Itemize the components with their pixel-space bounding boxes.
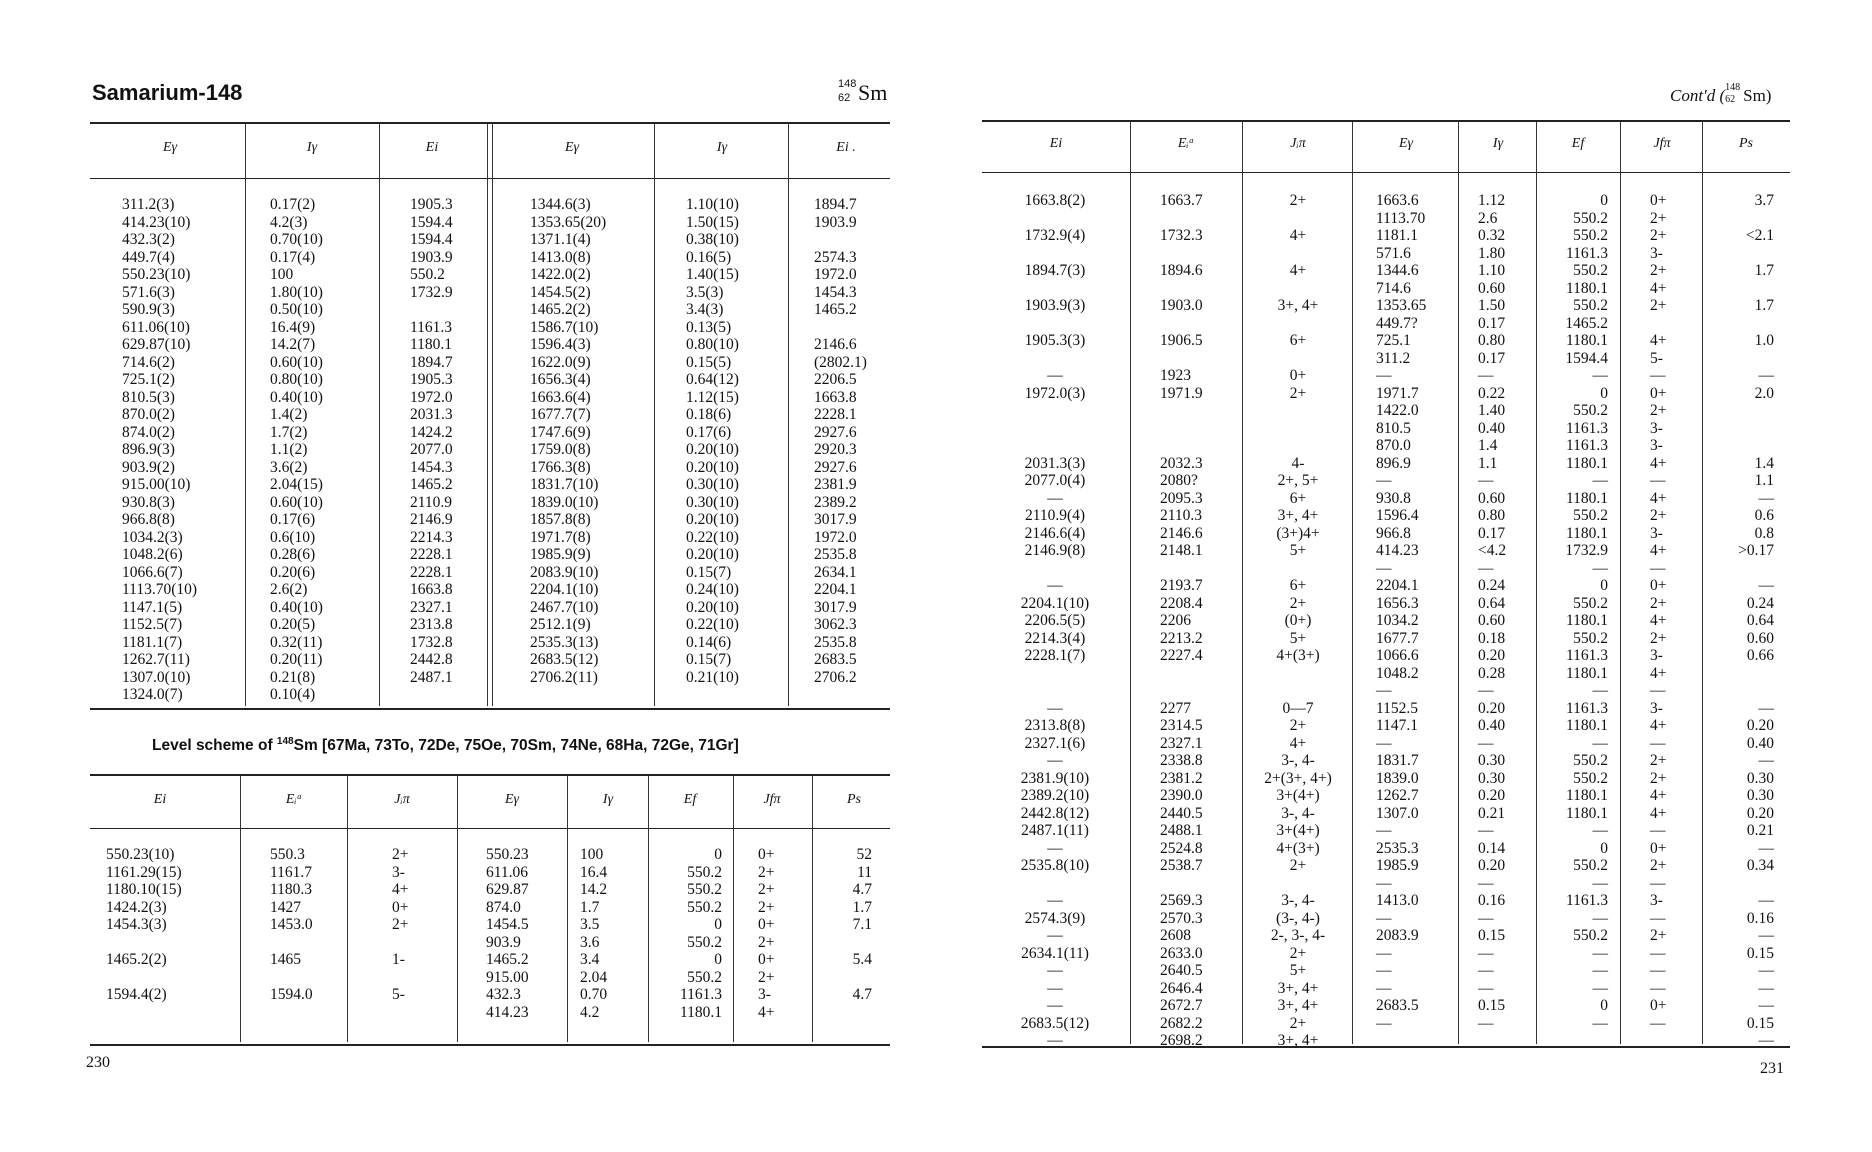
table-rule-bottom — [90, 1044, 890, 1046]
column-divider — [788, 124, 789, 706]
level-spin-column: 2+ 4+ 4+ 3+, 4+ 6+ 0+ 2+ 4- 2+, 5+ 6+ 3+, 4+ (3+)4+ 5+ 6+ 2+ (0+) 5+ 4+(3+) 0—7 2+ 4+ 3-, 4- 2+(3+, 4+) 3+(4+) 3-, 4- 3+(4+) 4+(3+) 2+ 3-, 4- (3-, 4-) 2-, 3-, 4- 2+ 5+ 3+, 4+ 3+, 4+ 2+ 3+, 4+ — [1264, 192, 1332, 1049]
level-scheme-caption — [152, 736, 739, 755]
gamma-intensity-column: 1.12 2.6 0.32 1.80 1.10 0.60 1.50 0.17 0.80 0.17 — 0.22 1.40 0.40 1.4 1.1 — 0.60 0.80 0.17 <4.2 — 0.24 0.64 0.60 0.18 0.20 0.28 — 0.20 0.40 — 0.30 0.30 0.20 0.21 — 0.14 0.20 — 0.16 — 0.15 — — — 0.15 — — [1478, 192, 1507, 1032]
column-divider — [1702, 122, 1703, 1044]
initial-level-column: 1905.3 1594.4 1594.4 1903.9 550.2 1732.9 1161.3 1180.1 1894.7 1905.3 1972.0 2031.3 1424.2 2077.0 1454.3 1465.2 2110.9 2146.9 2214.3 2228.1 2228.1 1663.8 2327.1 2313.8 1732.8 2442.8 2487.1 — [410, 196, 453, 686]
column-header: Eγ — [1398, 136, 1414, 151]
gamma-energy-column: 1344.6(3) 1353.65(20) 1371.1(4) 1413.0(8) 1422.0(2) 1454.5(2) 1465.2(2) 1586.7(10) 1596.4(3) 1622.0(9) 1656.3(4) 1663.6(4) 1677.7(7) 1747.6(9) 1759.0(8) 1766.3(8) 1831.7(10) 1839.0(10) 1857.8(8) 1971.7(8) 1985.9(9) 2083.9(10) 2204.1(10) 2467.7(10) 2512.1(9) 2535.3(13) 2683.5(12) 2706.2(11) — [530, 196, 607, 686]
column-divider — [1242, 122, 1243, 1044]
column-header: Ei — [153, 792, 167, 807]
column-header: Iγ — [1492, 136, 1504, 151]
nuclide-z: 62 — [838, 92, 851, 104]
table-rule-bottom — [90, 708, 890, 710]
column-divider — [1458, 122, 1459, 1044]
column-divider — [654, 124, 655, 706]
column-divider — [245, 124, 246, 706]
level-energy-column: 1663.8(2) 1732.9(4) 1894.7(3) 1903.9(3) 1905.3(3) — 1972.0(3) 2031.3(3) 2077.0(4) — 2110.9(4) 2146.6(4) 2146.9(8) — 2204.1(10) 2206.5(5) 2214.3(4) 2228.1(7) — 2313.8(8) 2327.1(6) — 2381.9(10) 2389.2(10) 2442.8(12) 2487.1(11) — 2535.8(10) — 2574.3(9) — 2634.1(11) — — — 2683.5(12) — — [1020, 192, 1090, 1049]
probability-column: 52 11 4.7 1.7 7.1 5.4 4.7 — [852, 846, 872, 1003]
column-divider — [1536, 122, 1537, 1044]
table-rule-top — [90, 122, 890, 124]
final-spin-column: 0+ 2+ 2+ 2+ 0+ 2+ 0+ 2+ 3- 4+ — [758, 846, 775, 1021]
column-header: Eᵢᵃ — [285, 792, 303, 807]
nuclide-symbol — [838, 78, 898, 114]
running-head-element: Sm) — [1743, 86, 1772, 105]
column-header: Ei — [1049, 136, 1063, 151]
initial-level-column: 1894.7 1903.9 2574.3 1972.0 1454.3 1465.2 2146.6 (2802.1) 2206.5 1663.8 2228.1 2927.6 2920.3 2927.6 2381.9 2389.2 3017.9 1972.0 2535.8 2634.1 2204.1 3017.9 3062.3 2535.8 2683.5 2706.2 — [814, 196, 867, 686]
column-divider — [567, 776, 568, 1042]
running-head-mass: 148 — [1725, 82, 1741, 94]
final-level-column: 0 550.2 550.2 550.2 0 550.2 0 550.2 1161.3 1180.1 — [679, 846, 722, 1021]
column-header: Iγ — [306, 140, 318, 155]
level-energy-alt-column: 550.3 1161.7 1180.3 1427 1453.0 1465 1594.0 — [270, 846, 313, 1003]
nuclide-mass: 148 — [838, 78, 857, 90]
table-rule-header — [982, 172, 1790, 173]
column-divider — [648, 776, 649, 1042]
column-divider — [347, 776, 348, 1042]
column-header: Ei — [425, 140, 439, 155]
table-rule-header — [90, 178, 890, 179]
final-level-column: 0 550.2 550.2 1161.3 550.2 1180.1 550.2 1465.2 1180.1 1594.4 — 0 550.2 1161.3 1161.3 1180.1 — 1180.1 550.2 1180.1 1732.9 — 0 550.2 1180.1 550.2 1161.3 1180.1 — 1161.3 1180.1 — 550.2 550.2 1180.1 1180.1 — 0 550.2 — 1161.3 — 550.2 — — — 0 — — [1565, 192, 1608, 1032]
running-head-z: 62 — [1725, 94, 1736, 106]
page-number: 230 — [86, 1054, 110, 1071]
running-head — [1670, 82, 1772, 106]
gamma-intensity-column: 100 16.4 14.2 1.7 3.5 3.6 3.4 2.04 0.70 4.2 — [580, 846, 608, 1021]
column-header: Jᵢπ — [1290, 136, 1306, 151]
table-rule-top — [982, 120, 1790, 122]
column-header: Eγ — [162, 140, 178, 155]
column-header: Ef — [1571, 136, 1585, 151]
column-divider — [1620, 122, 1621, 1044]
column-header: Ps — [1739, 136, 1753, 151]
column-header: Jfπ — [763, 792, 781, 807]
column-header: Jᵢπ — [394, 792, 410, 807]
probability-column: 3.7 <2.1 1.7 1.7 1.0 — 2.0 1.4 1.1 — 0.6 0.8 >0.17 — 0.24 0.64 0.60 0.66 — 0.20 0.40 — 0.30 0.30 0.20 0.21 — 0.34 — 0.16 — 0.15 — — — 0.15 — — [1738, 192, 1774, 1049]
column-header: Ef — [683, 792, 697, 807]
column-header: Ei . — [836, 140, 856, 155]
gamma-energy-column: 1663.6 1113.70 1181.1 571.6 1344.6 714.6 1353.65 449.7? 725.1 311.2 — 1971.7 1422.0 810.5 870.0 896.9 — 930.8 1596.4 966.8 414.23 — 2204.1 1656.3 1034.2 1677.7 1066.6 1048.2 — 1152.5 1147.1 — 1831.7 1839.0 1262.7 1307.0 — 2535.3 1985.9 — 1413.0 — 2083.9 — — — 2683.5 — — [1376, 192, 1427, 1032]
level-energy-column: 550.23(10) 1161.29(15) 1180.10(15) 1424.2(3) 1454.3(3) 1465.2(2) 1594.4(2) — [106, 846, 182, 1003]
final-spin-column: 0+ 2+ 2+ 3- 2+ 4+ 2+ 4+ 5- — 0+ 2+ 3- 3- 4+ — 4+ 2+ 3- 4+ — 0+ 2+ 4+ 2+ 3- 4+ — 3- 4+ — 2+ 2+ 4+ 4+ — 0+ 2+ — 3- — 2+ — — — 0+ — — [1650, 192, 1667, 1032]
column-divider — [379, 124, 380, 706]
gamma-energy-column: 550.23 611.06 629.87 874.0 1454.5 903.9 1465.2 915.00 432.3 414.23 — [486, 846, 529, 1021]
gamma-intensity-column: 1.10(10) 1.50(15) 0.38(10) 0.16(5) 1.40(15) 3.5(3) 3.4(3) 0.13(5) 0.80(10) 0.15(5) 0.64(12) 1.12(15) 0.18(6) 0.17(6) 0.20(10) 0.20(10) 0.30(10) 0.30(10) 0.20(10) 0.22(10) 0.20(10) 0.15(7) 0.24(10) 0.20(10) 0.22(10) 0.14(6) 0.15(7) 0.21(10) — [686, 196, 739, 686]
column-header: Eᵢᵃ — [1177, 136, 1195, 151]
page-title: Samarium-148 — [92, 80, 243, 105]
level-spin-column: 2+ 3- 4+ 0+ 2+ 1- 5- — [392, 846, 409, 1003]
column-header: Iγ — [716, 140, 728, 155]
gamma-energy-column: 311.2(3) 414.23(10) 432.3(2) 449.7(4) 550.23(10) 571.6(3) 590.9(3) 611.06(10) 629.87(10) 714.6(2) 725.1(2) 810.5(3) 870.0(2) 874.0(2) 896.9(3) 903.9(2) 915.00(10) 930.8(3) 966.8(8) 1034.2(3) 1048.2(6) 1066.6(7) 1113.70(10) 1147.1(5) 1152.5(7) 1181.1(7) 1262.7(11) 1307.0(10) 1324.0(7) — [122, 196, 198, 703]
table-rule-top — [90, 774, 890, 776]
level-energy-alt-column: 1663.7 1732.3 1894.6 1903.0 1906.5 1923 1971.9 2032.3 2080? 2095.3 2110.3 2146.6 2148.1 2193.7 2208.4 2206 2213.2 2227.4 2277 2314.5 2327.1 2338.8 2381.2 2390.0 2440.5 2488.1 2524.8 2538.7 2569.3 2570.3 2608 2633.0 2640.5 2646.4 2672.7 2682.2 2698.2 — [1160, 192, 1203, 1049]
table-rule-header — [90, 828, 890, 829]
caption-superscript: 148 — [276, 736, 294, 747]
column-divider-double — [487, 124, 488, 706]
column-header: Eγ — [564, 140, 580, 155]
caption-text: Sm [67Ma, 73To, 72De, 75Oe, 70Sm, 74Ne, 68Ha, 72Ge, 71Gr] — [293, 737, 739, 755]
column-header: Ps — [847, 792, 861, 807]
column-header: Eγ — [504, 792, 520, 807]
gamma-intensity-column: 0.17(2) 4.2(3) 0.70(10) 0.17(4) 100 1.80(10) 0.50(10) 16.4(9) 14.2(7) 0.60(10) 0.80(10) 0.40(10) 1.4(2) 1.7(2) 1.1(2) 3.6(2) 2.04(15) 0.60(10) 0.17(6) 0.6(10) 0.28(6) 0.20(6) 2.6(2) 0.40(10) 0.20(5) 0.32(11) 0.20(11) 0.21(8) 0.10(4) — [270, 196, 323, 703]
column-divider — [1130, 122, 1131, 1044]
column-divider — [733, 776, 734, 1042]
nuclide-element: Sm — [858, 80, 888, 105]
column-header: Jfπ — [1653, 136, 1671, 151]
column-divider-double — [492, 124, 493, 706]
caption-text: Level scheme of — [152, 737, 273, 755]
column-divider — [240, 776, 241, 1042]
running-head-text: Cont'd ( — [1670, 86, 1726, 105]
column-divider — [457, 776, 458, 1042]
column-header: Iγ — [602, 792, 614, 807]
column-divider — [1352, 122, 1353, 1044]
page-number: 231 — [1760, 1060, 1784, 1077]
